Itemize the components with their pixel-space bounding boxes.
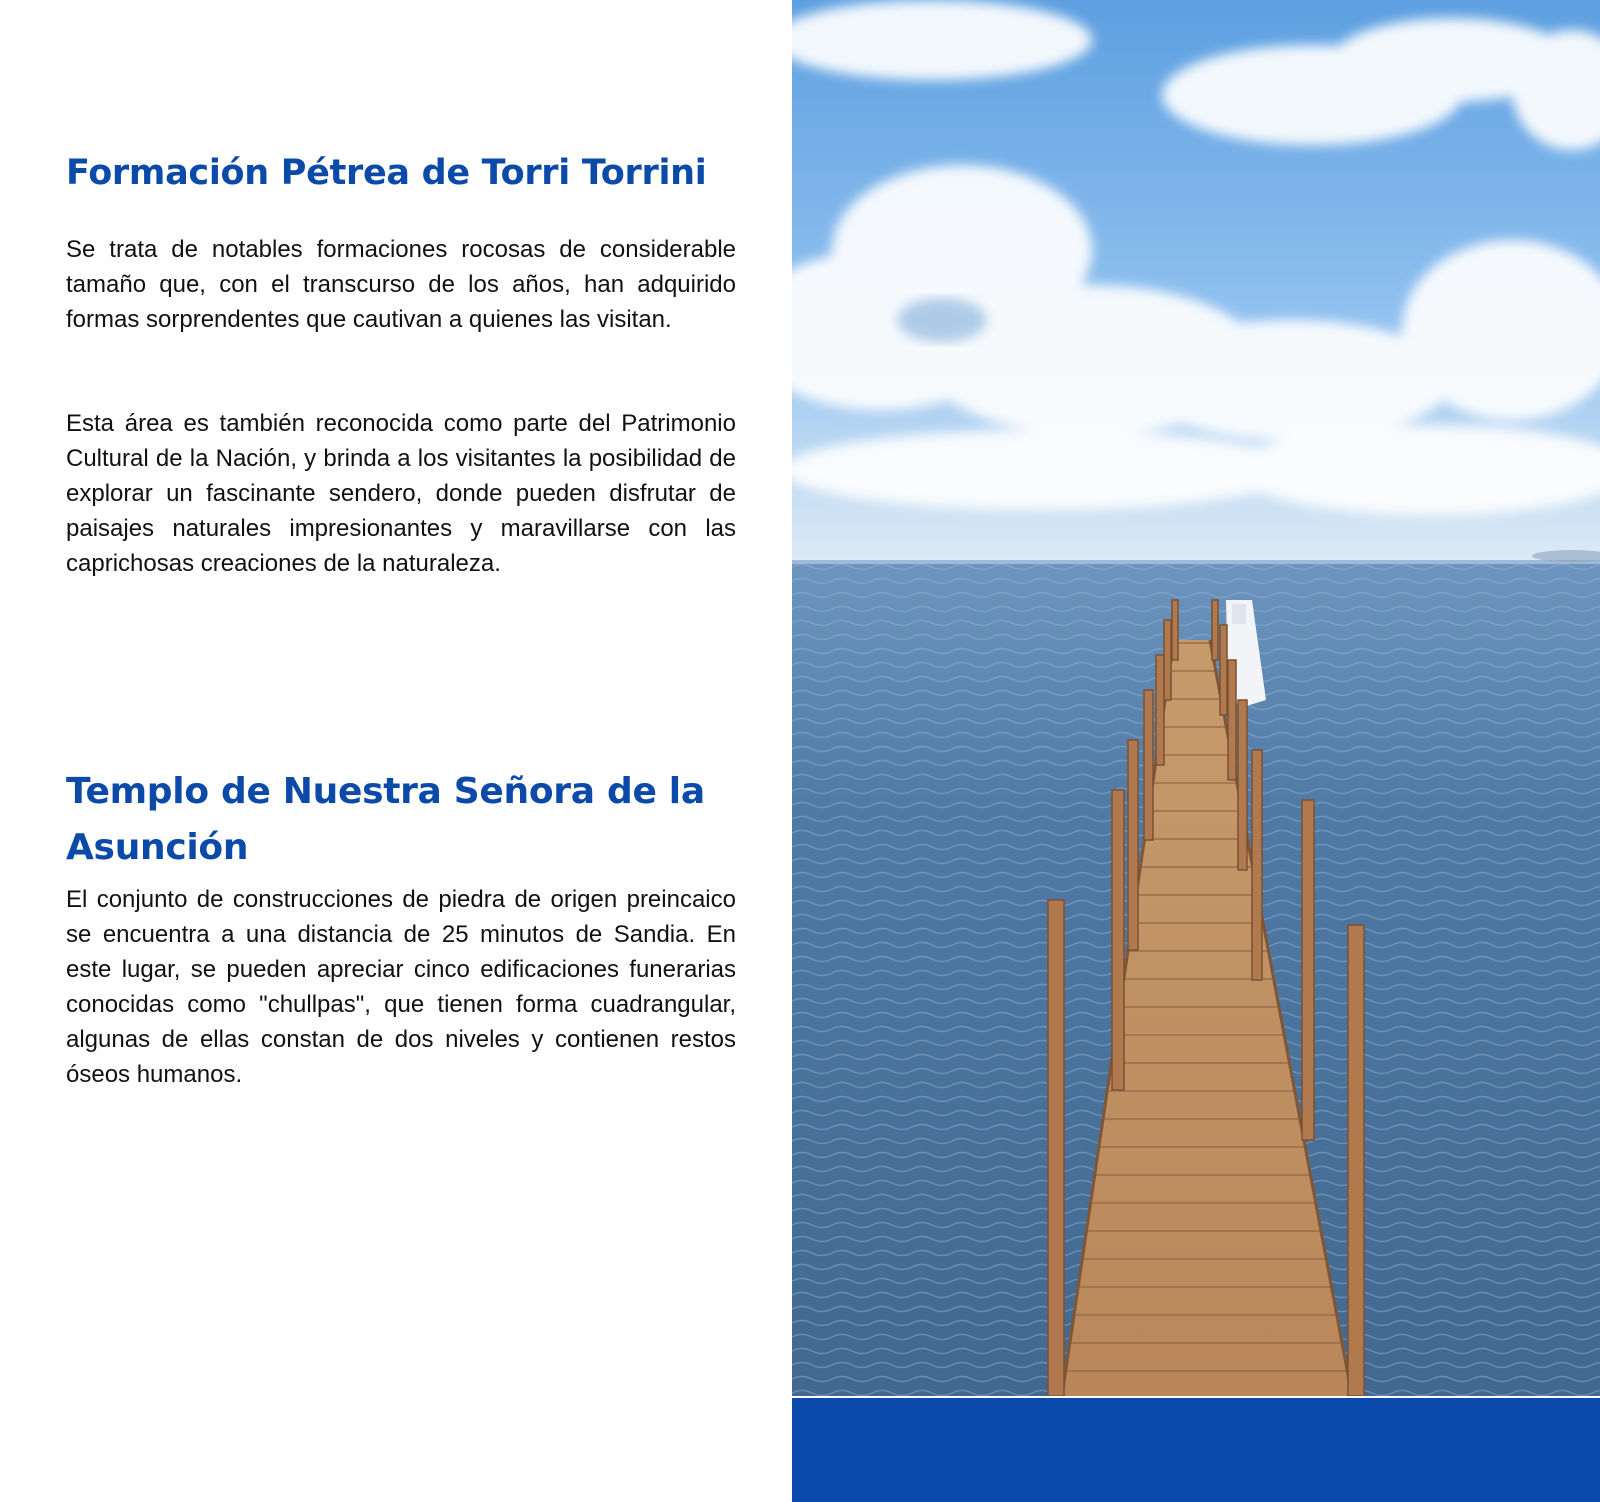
section-paragraph: Se trata de notables formaciones rocosas de considerable tamaño que, con el transcurso de los años, han adquirido formas sorprendentes que cautivan a quienes las visitan.: [66, 236, 736, 333]
lake-pier-illustration: [792, 0, 1600, 1396]
section-title: Templo de Nuestra Señora de la Asunción: [66, 771, 705, 868]
section-paragraph: Esta área es también reconocida como parte del Patrimonio Cultural de la Nación, y brinda a los visitantes la posibilidad de explorar un fascinante sendero, donde pueden disfrutar de paisajes naturales impresionantes y maravillarse con las caprichosas creaciones de la naturaleza.: [66, 410, 736, 577]
lake-pier-photo: [792, 0, 1600, 1396]
footer-band: [792, 1398, 1600, 1502]
section-title: Formación Pétrea de Torri Torrini: [66, 153, 707, 193]
section-paragraph: El conjunto de construcciones de piedra de origen preincaico se encuentra a una distancia de 25 minutos de Sandia. En este lugar, se pueden apreciar cinco edificaciones funerarias conocidas como "chullpas", que tienen forma cuadrangular, algunas de ellas constan de dos niveles y contienen restos óseos humanos.: [66, 886, 736, 1088]
text-column: [66, 0, 736, 1502]
